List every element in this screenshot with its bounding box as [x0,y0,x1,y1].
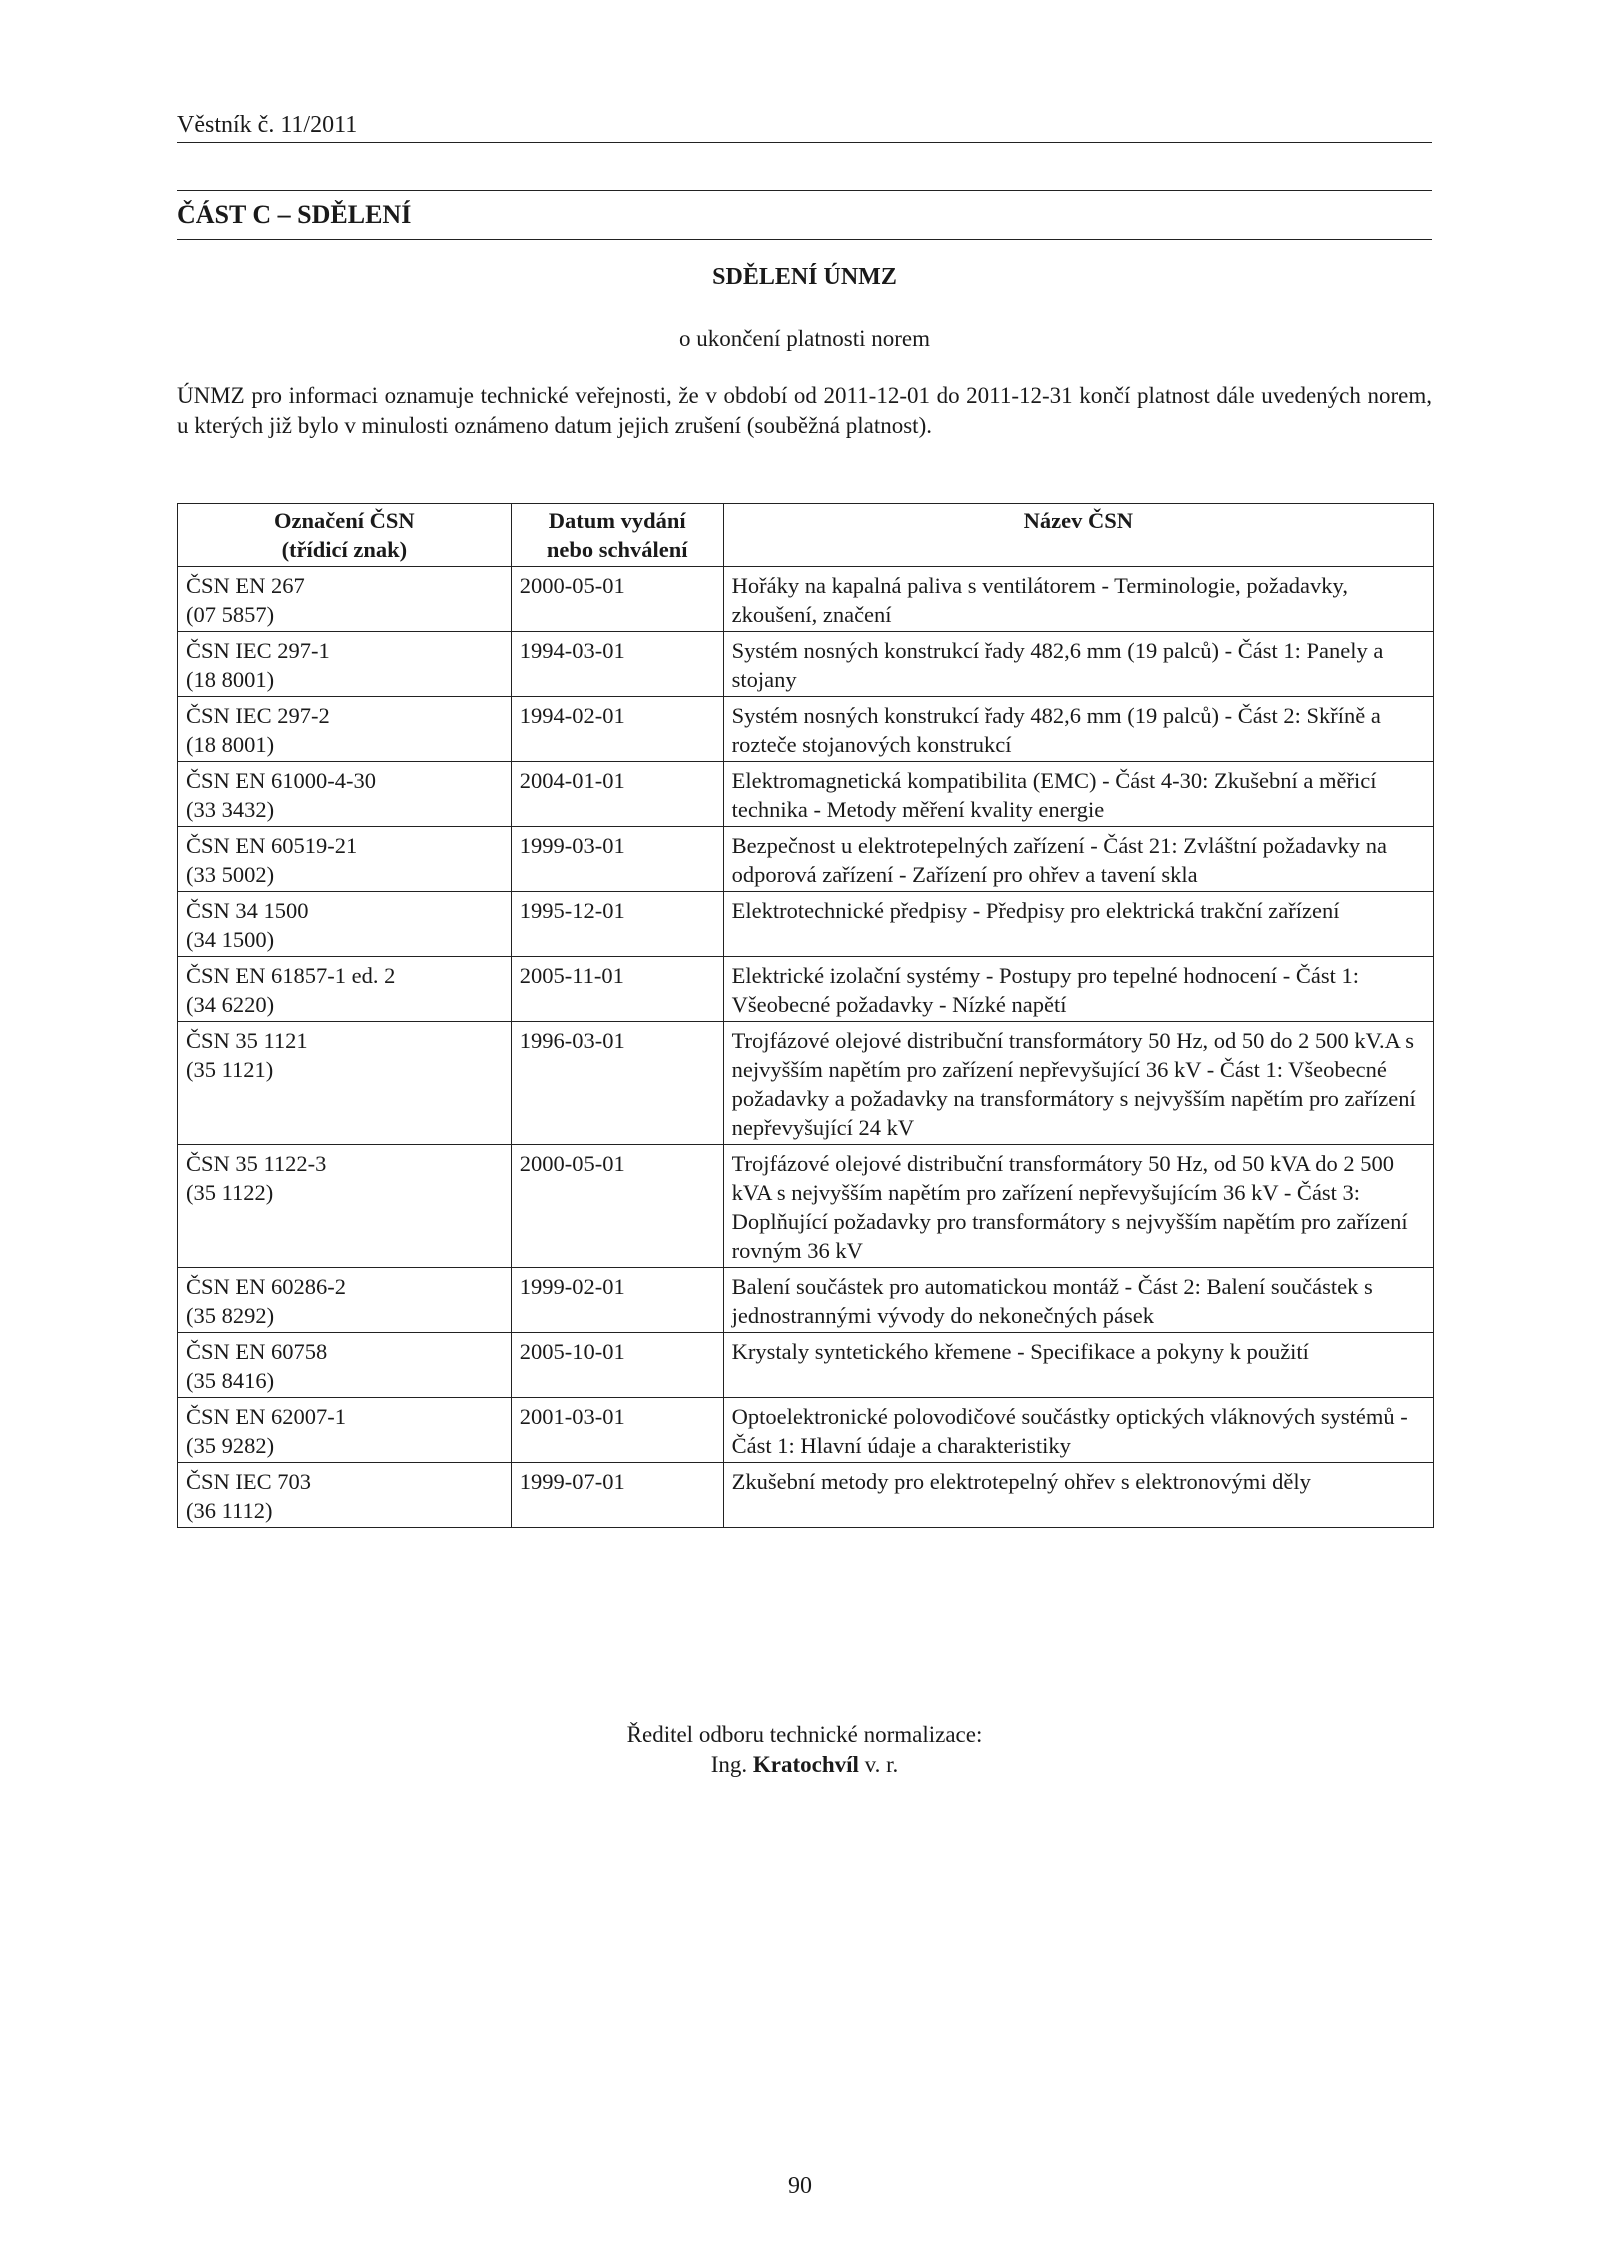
cell-date: 1999-07-01 [511,1463,723,1528]
cell-date: 1999-02-01 [511,1268,723,1333]
cell-date: 2001-03-01 [511,1398,723,1463]
cell-name: Balení součástek pro automatickou montáž - Část 2: Balení součástek s jednostrannými vývody do nekonečných pásek [723,1268,1433,1333]
norm-code: ČSN IEC 703 [186,1469,312,1494]
cell-date: 2000-05-01 [511,1145,723,1268]
table-row [178,1268,1434,1333]
cell-code [178,1333,512,1398]
column-header-code [178,504,512,567]
table-row [178,567,1434,632]
table-row [178,632,1434,697]
norm-class-code: (36 1112) [186,1498,273,1523]
norm-code: ČSN EN 60286-2 [186,1274,347,1299]
notice-title: SDĚLENÍ ÚNMZ [712,264,897,290]
table-row [178,1333,1434,1398]
cell-code [178,1022,512,1145]
cell-name: Optoelektronické polovodičové součástky optických vláknových systémů - Část 1: Hlavní údaje a charakteristiky [723,1398,1433,1463]
cell-date: 1994-03-01 [511,632,723,697]
cell-name: Elektromagnetická kompatibilita (EMC) - Část 4-30: Zkušební a měřicí technika - Metody měření kvality energie [723,762,1433,827]
norm-class-code: (35 8292) [186,1303,275,1328]
cell-name: Trojfázové olejové distribuční transformátory 50 Hz, od 50 do 2 500 kV.A s nejvyšším napětím pro zařízení nepřevyšující 36 kV - Část 1: Všeobecné požadavky a požadavky na transformátory s nejvyšším napětím pro zařízení nepřevyšující 24 kV [723,1022,1433,1145]
column-header-date [511,504,723,567]
norm-code: ČSN EN 60758 [186,1339,328,1364]
table-row [178,1022,1434,1145]
cell-date: 1994-02-01 [511,697,723,762]
signature-role: Ředitel odboru technické normalizace: [626,1722,983,1747]
norm-class-code: (18 8001) [186,667,275,692]
table-row [178,957,1434,1022]
cell-code [178,1268,512,1333]
cell-code [178,632,512,697]
cell-name: Systém nosných konstrukcí řady 482,6 mm (19 palců) - Část 1: Panely a stojany [723,632,1433,697]
norm-class-code: (35 1122) [186,1180,274,1205]
cell-code [178,1398,512,1463]
norm-code: ČSN EN 60519-21 [186,833,358,858]
table-row [178,1398,1434,1463]
norm-class-code: (35 8416) [186,1368,275,1393]
norm-class-code: (35 9282) [186,1433,275,1458]
norm-class-code: (34 1500) [186,927,275,952]
norm-code: ČSN EN 61000-4-30 [186,768,376,793]
table-row [178,1463,1434,1528]
cell-name: Elektrické izolační systémy - Postupy pro tepelné hodnocení - Část 1: Všeobecné požadavky - Nízké napětí [723,957,1433,1022]
section-title: ČÁST C – SDĚLENÍ [177,190,1432,240]
cell-name: Systém nosných konstrukcí řady 482,6 mm (19 palců) - Část 2: Skříně a rozteče stojanových konstrukcí [723,697,1433,762]
signature-suffix: v. r. [864,1752,899,1777]
norm-code: ČSN EN 61857-1 ed. 2 [186,963,396,988]
norm-class-code: (34 6220) [186,992,275,1017]
intro-paragraph: ÚNMZ pro informaci oznamuje technické veřejnosti, že v období od 2011-12-01 do 2011-12-31 končí platnost dále uvedených norem, u kterých již bylo v minulosti oznámeno datum jejich zrušení (souběžná platnost). [177,383,1432,438]
table-row [178,697,1434,762]
cell-date: 2005-10-01 [511,1333,723,1398]
table-row [178,827,1434,892]
norm-code: ČSN 35 1122-3 [186,1151,327,1176]
norms-table [177,503,1434,1528]
norm-code: ČSN 34 1500 [186,898,309,923]
cell-code [178,957,512,1022]
cell-name: Hořáky na kapalná paliva s ventilátorem - Terminologie, požadavky, zkoušení, značení [723,567,1433,632]
cell-code [178,567,512,632]
column-header-line: Název ČSN [1023,508,1133,533]
table-row [178,1145,1434,1268]
cell-date: 2000-05-01 [511,567,723,632]
norm-code: ČSN EN 62007-1 [186,1404,347,1429]
cell-date: 2005-11-01 [511,957,723,1022]
cell-date: 2004-01-01 [511,762,723,827]
table-row [178,892,1434,957]
column-header-name [723,504,1433,567]
norm-class-code: (18 8001) [186,732,275,757]
norm-class-code: (33 3432) [186,797,275,822]
signature-prefix: Ing. [710,1752,748,1777]
norm-class-code: (33 5002) [186,862,275,887]
cell-name: Krystaly syntetického křemene - Specifikace a pokyny k použití [723,1333,1433,1398]
table-header-row [178,504,1434,567]
cell-date: 1996-03-01 [511,1022,723,1145]
notice-subtitle: o ukončení platnosti norem [678,326,931,351]
cell-date: 1999-03-01 [511,827,723,892]
table-row [178,762,1434,827]
cell-code [178,1463,512,1528]
cell-name: Zkušební metody pro elektrotepelný ohřev s elektronovými děly [723,1463,1433,1528]
norm-code: ČSN EN 267 [186,573,305,598]
cell-name: Elektrotechnické předpisy - Předpisy pro elektrická trakční zařízení [723,892,1433,957]
cell-code [178,762,512,827]
cell-name: Trojfázové olejové distribuční transformátory 50 Hz, od 50 kVA do 2 500 kVA s nejvyšším napětím pro zařízení nepřevyšujícím 36 kV - Část 3: Doplňující požadavky pro transformátory s nejvyšším napětím pro zařízení rovným 36 kV [723,1145,1433,1268]
norm-class-code: (35 1121) [186,1057,274,1082]
cell-code [178,1145,512,1268]
signature-surname: Kratochvíl [752,1752,859,1777]
column-header-line: Označení ČSN [274,508,415,533]
column-header-line: Datum vydání [548,508,686,533]
norm-code: ČSN IEC 297-1 [186,638,330,663]
cell-code [178,697,512,762]
norm-class-code: (07 5857) [186,602,275,627]
column-header-line: (třídicí znak) [281,537,408,562]
norm-code: ČSN IEC 297-2 [186,703,330,728]
cell-date: 1995-12-01 [511,892,723,957]
column-header-line: nebo schválení [546,537,688,562]
norm-code: ČSN 35 1121 [186,1028,308,1053]
running-header: Věstník č. 11/2011 [177,110,1432,143]
page-number: 90 [788,2173,812,2199]
cell-code [178,827,512,892]
cell-code [178,892,512,957]
table-body [178,567,1434,1528]
cell-name: Bezpečnost u elektrotepelných zařízení - Část 21: Zvláštní požadavky na odporová zařízení - Zařízení pro ohřev a tavení skla [723,827,1433,892]
signature-name [177,1750,1432,1780]
